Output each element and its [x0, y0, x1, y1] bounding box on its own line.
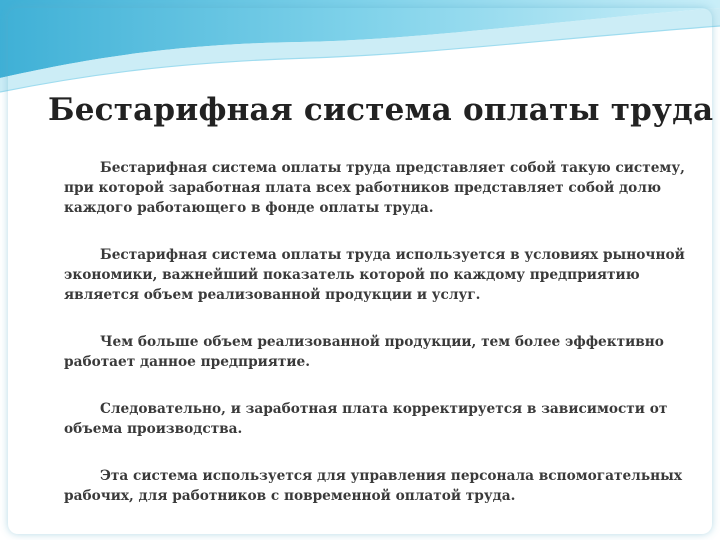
paragraph-1: Бестарифная система оплаты труда представляет собой такую систему, при которой заработная плата всех работников представляет собой долю каждого работающего в фонде оплаты труда.	[64, 160, 685, 216]
paragraph-3: Чем больше объем реализованной продукции, тем более эффективно работает данное предприятие.	[64, 334, 664, 370]
paragraph-4: Следовательно, и заработная плата корректируется в зависимости от объема производства.	[64, 401, 668, 437]
slide-body	[64, 158, 694, 533]
paragraph-5: Эта система используется для управления персонала вспомогательных рабочих, для работников с повременной оплатой труда.	[64, 468, 683, 504]
slide-title: Бестарифная система оплаты труда	[48, 92, 714, 128]
paragraph-2: Бестарифная система оплаты труда используется в условиях рыночной экономики, важнейший показатель которой по каждому предприятию является объем реализованной продукции и услуг.	[64, 247, 685, 303]
